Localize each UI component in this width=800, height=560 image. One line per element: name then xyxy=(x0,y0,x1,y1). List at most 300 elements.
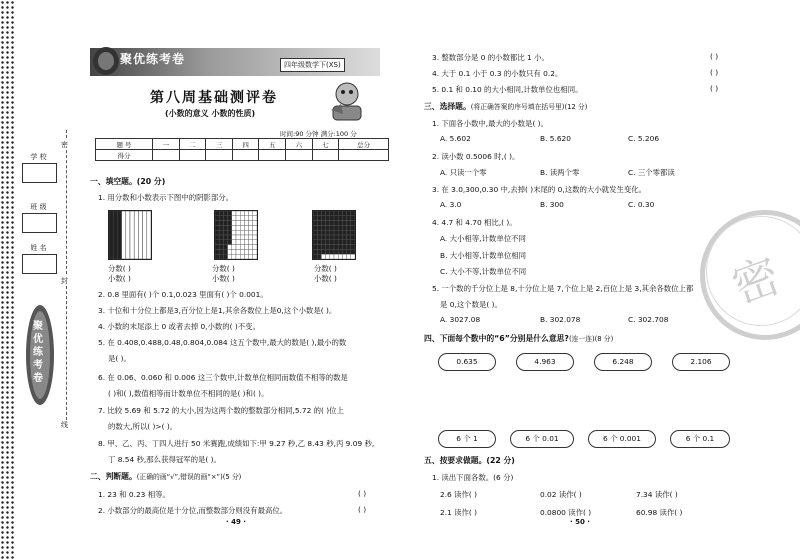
score-head-cell: 四 xyxy=(232,139,259,150)
fig2-cell xyxy=(249,221,253,226)
fig2-cell xyxy=(223,249,227,254)
score-head-cell: 六 xyxy=(286,139,313,150)
brand-logo-icon xyxy=(92,46,120,78)
fig3-cell xyxy=(351,249,355,254)
judge-3: 3. 整数部分是 0 的小数都比 1 小。 xyxy=(432,53,549,62)
fig3-cell xyxy=(342,211,346,216)
judge-4: 4. 大于 0.1 小于 0.3 的小数只有 0.2。 xyxy=(432,69,563,78)
fig2-cell xyxy=(244,240,248,245)
fig3-cell xyxy=(317,211,321,216)
fig3-cell xyxy=(326,230,330,235)
fig2-cell xyxy=(253,254,257,259)
fig2-cell xyxy=(236,235,240,240)
fig3-cell xyxy=(334,235,338,240)
read-60-98[interactable]: 60.98 读作( ) xyxy=(636,508,683,517)
judge-1-paren[interactable]: ( ) xyxy=(358,489,367,498)
score-header-row xyxy=(96,139,389,150)
fig2-cell xyxy=(219,235,223,240)
fig3-cell xyxy=(338,225,342,230)
read-2-1[interactable]: 2.1 读作( ) xyxy=(440,508,478,517)
fig2-cell xyxy=(232,211,236,216)
fig3-cell xyxy=(313,216,317,221)
fig3-cell xyxy=(338,216,342,221)
section-2-heading xyxy=(90,471,241,482)
fig3-cell xyxy=(347,235,351,240)
choice-5-opt-c[interactable]: C. 302.708 xyxy=(628,315,669,324)
match-bottom-4[interactable]: 6 个 0.1 xyxy=(670,430,730,448)
fig2-cell xyxy=(240,225,244,230)
score-head-cell: 七 xyxy=(312,139,339,150)
fig2-cell xyxy=(244,211,248,216)
match-bottom-3[interactable]: 6 个 0.001 xyxy=(588,430,656,448)
fig3-cell xyxy=(338,240,342,245)
choice-1-opt-b[interactable]: B. 5.620 xyxy=(540,134,571,143)
fig3-cell xyxy=(351,254,355,259)
fig2-cell xyxy=(219,230,223,235)
fig2-cell xyxy=(215,254,219,259)
secret-seal-char: 密 xyxy=(725,247,787,315)
read-0-02[interactable]: 0.02 读作( ) xyxy=(540,490,582,499)
fig3-cell xyxy=(347,254,351,259)
fig3-cell xyxy=(334,225,338,230)
fig3-cell xyxy=(338,254,342,259)
fig2-cell xyxy=(249,216,253,221)
fig2-cell xyxy=(228,225,232,230)
fig3-cell xyxy=(347,211,351,216)
fig2-cell xyxy=(253,245,257,250)
question-1-5a: 5. 在 0.408,0.488,0.48,0.804,0.084 这五个数中,最大的数是( ),最小的数 xyxy=(98,338,347,347)
fig3-cell xyxy=(321,225,325,230)
judge-2-paren[interactable]: ( ) xyxy=(358,505,367,514)
score-row-label: 得分 xyxy=(96,150,153,161)
question-1-6a: 6. 在 0.06、0.060 和 0.006 这三个数中,计数单位相同而数值不相等的数是 xyxy=(98,373,348,382)
fig3-cell xyxy=(338,211,342,216)
fig3-fraction: 分数( ) xyxy=(314,264,337,273)
fig2-fraction: 分数( ) xyxy=(212,264,235,273)
figure-3-svg xyxy=(313,211,355,259)
binding-dot-strip xyxy=(0,0,15,560)
class-label: 班 级 xyxy=(30,203,47,211)
fig2-cell xyxy=(249,240,253,245)
fig3-cell xyxy=(330,254,334,259)
fig3-cell xyxy=(326,249,330,254)
section-4-title: 四、下面每个数中的“6”分别是什么意思? xyxy=(424,334,569,343)
fig3-cell xyxy=(313,249,317,254)
score-head-cell: 题 号 xyxy=(96,139,153,150)
score-cell[interactable] xyxy=(179,150,206,161)
judge-5: 5. 0.1 和 0.10 的大小相同,计数单位也相同。 xyxy=(432,85,583,94)
fig3-cell xyxy=(321,221,325,226)
judge-2: 2. 小数部分的最高位是十分位,而整数部分则没有最高位。 xyxy=(98,506,288,515)
grade-tag: 四年级数学下(XS) xyxy=(280,58,345,72)
fig2-cell xyxy=(223,221,227,226)
choice-4: 4. 4.7 和 4.70 相比,( )。 xyxy=(432,218,517,227)
fig3-cell xyxy=(313,254,317,259)
mascot-illustration xyxy=(327,80,367,122)
fig3-cell xyxy=(334,249,338,254)
fig2-cell xyxy=(236,216,240,221)
fig2-cell xyxy=(240,216,244,221)
fig3-cell xyxy=(338,249,342,254)
choice-5b: 是 0,这个数是( )。 xyxy=(440,300,502,309)
fig3-cell xyxy=(326,225,330,230)
fig2-cell xyxy=(249,225,253,230)
fig2-cell xyxy=(219,249,223,254)
fig2-cell xyxy=(223,230,227,235)
fig2-cell xyxy=(228,230,232,235)
fig1-strip xyxy=(138,211,142,259)
fig3-cell xyxy=(317,235,321,240)
question-1-3: 3. 十位和十分位上都是3,百分位上是1,其余各数位上是0,这个小数是( )。 xyxy=(98,306,337,315)
score-cell[interactable] xyxy=(286,150,313,161)
fig2-cell xyxy=(236,211,240,216)
vertical-brand-badge xyxy=(20,300,60,410)
fig3-cell xyxy=(347,240,351,245)
fig2-cell xyxy=(253,235,257,240)
fig1-strip xyxy=(113,211,117,259)
fig3-cell xyxy=(351,240,355,245)
fig3-cell xyxy=(338,235,342,240)
fig3-cell xyxy=(326,254,330,259)
fig3-cell xyxy=(342,230,346,235)
fig2-cell xyxy=(240,211,244,216)
fig3-cell xyxy=(313,245,317,250)
choice-3-opt-b[interactable]: B. 300 xyxy=(540,200,564,209)
name-field[interactable] xyxy=(22,254,57,274)
choice-5-opt-a[interactable]: A. 3027.08 xyxy=(440,315,481,324)
fig2-cell xyxy=(253,216,257,221)
fig2-cell xyxy=(253,221,257,226)
fig3-cell xyxy=(342,249,346,254)
fig3-cell xyxy=(321,245,325,250)
fig3-cell xyxy=(351,235,355,240)
figure-1-svg xyxy=(109,211,151,259)
fig2-cell xyxy=(219,245,223,250)
fig2-cell xyxy=(236,249,240,254)
fig3-cell xyxy=(334,221,338,226)
fig3-cell xyxy=(326,221,330,226)
fig2-cell xyxy=(215,245,219,250)
fig3-cell xyxy=(347,225,351,230)
fig3-cell xyxy=(326,245,330,250)
section-3-note: (将正确答案的序号填在括号里)(12 分) xyxy=(470,103,588,111)
fig2-cell xyxy=(232,221,236,226)
fig2-cell xyxy=(236,254,240,259)
question-1-7b: 的数大,所以( )>( )。 xyxy=(108,422,178,431)
section-4-heading xyxy=(424,333,613,344)
score-cell[interactable] xyxy=(153,150,180,161)
judge-5-paren[interactable]: ( ) xyxy=(710,84,719,93)
question-1-2: 2. 0.8 里面有( )个 0.1,0.023 里面有( )个 0.001。 xyxy=(98,290,268,299)
fig2-cell xyxy=(244,225,248,230)
fig3-cell xyxy=(330,216,334,221)
score-cell[interactable] xyxy=(259,150,286,161)
fig2-cell xyxy=(253,230,257,235)
fig2-cell xyxy=(249,235,253,240)
fig3-cell xyxy=(330,240,334,245)
fig2-cell xyxy=(253,211,257,216)
seal-word-feng: 封 xyxy=(61,277,68,285)
score-cell[interactable] xyxy=(312,150,339,161)
fig2-cell xyxy=(228,240,232,245)
question-1-7a: 7. 比较 5.69 和 5.72 的大小,因为这两个数的整数部分相同,5.72 的( )位上 xyxy=(98,406,344,415)
fig2-cell xyxy=(223,235,227,240)
score-value-row xyxy=(96,150,389,161)
read-7-34[interactable]: 7.34 读作( ) xyxy=(636,490,678,499)
school-field[interactable] xyxy=(22,163,57,183)
fig3-cell xyxy=(317,216,321,221)
fig3-cell xyxy=(317,254,321,259)
fig2-cell xyxy=(228,245,232,250)
fig1-strip xyxy=(122,211,126,259)
question-1-4: 4. 小数的末尾添上 0 或者去掉 0,小数的( )不变。 xyxy=(98,322,260,331)
fig3-cell xyxy=(317,230,321,235)
choice-1-opt-a[interactable]: A. 5.602 xyxy=(440,134,471,143)
choice-5a: 5. 一个数的千分位上是 8,十分位上是 7,个位上是 2,百位上是 3,其余各数位上都 xyxy=(432,284,694,293)
fig2-cell xyxy=(244,216,248,221)
fig1-strip xyxy=(130,211,134,259)
match-bottom-2[interactable]: 6 个 0.01 xyxy=(510,430,574,448)
fig1-strip xyxy=(109,211,113,259)
seal-word-xian: 线 xyxy=(61,421,68,429)
fig2-cell xyxy=(244,254,248,259)
fig2-cell xyxy=(215,230,219,235)
fig3-cell xyxy=(342,254,346,259)
score-cell[interactable] xyxy=(232,150,259,161)
fig2-cell xyxy=(244,221,248,226)
choice-4-opt-b[interactable]: B. 大小相等,计数单位相同 xyxy=(440,251,527,260)
section-1-heading: 一、填空题。(20 分) xyxy=(90,177,166,186)
fig3-cell xyxy=(351,216,355,221)
fig3-cell xyxy=(334,254,338,259)
choice-1-opt-c[interactable]: C. 5.206 xyxy=(628,134,660,143)
section-3-heading xyxy=(424,101,587,112)
fig3-cell xyxy=(334,216,338,221)
score-cell[interactable] xyxy=(339,150,389,161)
fig2-cell xyxy=(232,216,236,221)
fig3-cell xyxy=(321,230,325,235)
shading-figure-3 xyxy=(312,210,356,260)
read-question-1: 1. 读出下面各数。(6 分) xyxy=(432,473,514,482)
judge-1: 1. 23 和 0.23 相等。 xyxy=(98,490,170,499)
fig2-cell xyxy=(228,211,232,216)
fig3-cell xyxy=(342,235,346,240)
page-title: 第八周基础测评卷 xyxy=(150,90,278,106)
fig3-cell xyxy=(330,211,334,216)
fig3-cell xyxy=(342,225,346,230)
choice-3-opt-c[interactable]: C. 0.30 xyxy=(628,200,655,209)
fig3-cell xyxy=(347,245,351,250)
shading-figure-2 xyxy=(214,210,258,260)
match-bottom-1[interactable]: 6 个 1 xyxy=(438,430,496,448)
fig3-cell xyxy=(326,211,330,216)
fig1-strip xyxy=(134,211,138,259)
fig2-cell xyxy=(232,254,236,259)
fig2-cell xyxy=(249,254,253,259)
fig2-cell xyxy=(232,235,236,240)
fig2-cell xyxy=(219,216,223,221)
fig2-cell xyxy=(228,221,232,226)
read-0-0800[interactable]: 0.0800 读作( ) xyxy=(540,508,592,517)
fig2-cell xyxy=(232,230,236,235)
fig3-cell xyxy=(313,221,317,226)
question-1-5b: 是( )。 xyxy=(108,354,131,363)
fig3-cell xyxy=(321,235,325,240)
fig1-fraction: 分数( ) xyxy=(108,264,131,273)
match-top-1[interactable]: 0.635 xyxy=(438,353,496,371)
section-2-title: 二、判断题。 xyxy=(90,472,137,481)
fig2-cell xyxy=(223,254,227,259)
fig2-cell xyxy=(228,235,232,240)
fig3-cell xyxy=(338,221,342,226)
fig2-cell xyxy=(223,216,227,221)
fig2-cell xyxy=(223,225,227,230)
fig3-cell xyxy=(347,216,351,221)
choice-2: 2. 读小数 0.5006 时,( )。 xyxy=(432,152,520,161)
choice-4-opt-a[interactable]: A. 大小相等,计数单位不同 xyxy=(440,234,526,243)
fig2-cell xyxy=(215,221,219,226)
fig3-cell xyxy=(321,211,325,216)
vertical-brand-text: 聚优练考卷 xyxy=(33,321,43,384)
fig3-cell xyxy=(334,230,338,235)
fig3-cell xyxy=(313,225,317,230)
fig3-cell xyxy=(351,211,355,216)
fig2-cell xyxy=(219,225,223,230)
fig3-cell xyxy=(351,230,355,235)
fig1-strip xyxy=(117,211,121,259)
page-number-left: · 49 · xyxy=(226,518,246,526)
page-subtitle: (小数的意义 小数的性质) xyxy=(165,109,256,118)
judge-4-paren[interactable]: ( ) xyxy=(710,68,719,77)
fig2-cell xyxy=(215,216,219,221)
fig3-cell xyxy=(313,230,317,235)
fig2-cell xyxy=(236,225,240,230)
fig2-cell xyxy=(223,245,227,250)
fig3-decimal: 小数( ) xyxy=(314,274,337,283)
match-top-3[interactable]: 6.248 xyxy=(594,353,652,371)
fig3-cell xyxy=(330,249,334,254)
fig3-cell xyxy=(347,221,351,226)
match-top-2[interactable]: 4.963 xyxy=(516,353,574,371)
fig2-cell xyxy=(236,245,240,250)
fig2-cell xyxy=(249,245,253,250)
fig2-cell xyxy=(215,211,219,216)
fig2-cell xyxy=(219,240,223,245)
fig3-cell xyxy=(317,221,321,226)
score-cell[interactable] xyxy=(206,150,233,161)
fig3-cell xyxy=(342,216,346,221)
fig3-cell xyxy=(342,245,346,250)
fig3-cell xyxy=(313,235,317,240)
fig2-cell xyxy=(232,225,236,230)
choice-3: 3. 在 3.0,300,0.30 中,去掉( )末尾的 0,这数的大小就发生变化。 xyxy=(432,185,647,194)
fig2-cell xyxy=(240,230,244,235)
fig2-cell xyxy=(240,249,244,254)
fig2-cell xyxy=(249,211,253,216)
fig1-strip xyxy=(143,211,147,259)
fig3-cell xyxy=(342,240,346,245)
fig3-cell xyxy=(330,230,334,235)
fig3-cell xyxy=(313,240,317,245)
fig3-cell xyxy=(321,216,325,221)
choice-2-opt-b[interactable]: B. 读两个零 xyxy=(540,168,580,177)
read-2-6[interactable]: 2.6 读作( ) xyxy=(440,490,478,499)
fig2-cell xyxy=(223,240,227,245)
fig2-cell xyxy=(232,245,236,250)
school-label: 学 校 xyxy=(30,153,47,161)
fig2-cell xyxy=(228,249,232,254)
fig2-cell xyxy=(228,216,232,221)
match-top-4[interactable]: 2.106 xyxy=(672,353,730,371)
choice-3-opt-a[interactable]: A. 3.0 xyxy=(440,200,462,209)
fig2-cell xyxy=(236,240,240,245)
fig2-cell xyxy=(215,249,219,254)
fig3-cell xyxy=(313,211,317,216)
fig3-cell xyxy=(347,249,351,254)
question-1-6b: ( )和( ),数值相等而计数单位不相同的是( )和( )。 xyxy=(108,389,269,398)
section-5-heading: 五、按要求做题。(22 分) xyxy=(424,456,515,465)
fig1-strip xyxy=(126,211,130,259)
choice-2-opt-a[interactable]: A. 只读一个零 xyxy=(440,168,487,177)
judge-3-paren[interactable]: ( ) xyxy=(710,52,719,61)
fig2-cell xyxy=(240,235,244,240)
score-head-cell: 五 xyxy=(259,139,286,150)
fig3-cell xyxy=(351,221,355,226)
fig2-cell xyxy=(249,230,253,235)
fig2-cell xyxy=(215,225,219,230)
time-info: 时间:90 分钟 满分:100 分 xyxy=(280,130,357,138)
fig2-cell xyxy=(253,240,257,245)
fig2-cell xyxy=(253,225,257,230)
choice-4-opt-c[interactable]: C. 大小不等,计数单位不同 xyxy=(440,267,527,276)
class-field[interactable] xyxy=(22,213,57,233)
fig2-cell xyxy=(219,221,223,226)
fig3-cell xyxy=(317,240,321,245)
score-head-cell: 一 xyxy=(153,139,180,150)
fig3-cell xyxy=(342,221,346,226)
fig3-cell xyxy=(338,245,342,250)
fig3-cell xyxy=(330,221,334,226)
choice-5-opt-b[interactable]: B. 302.078 xyxy=(540,315,581,324)
fig3-cell xyxy=(317,249,321,254)
fig3-cell xyxy=(334,245,338,250)
fig1-strip xyxy=(147,211,151,259)
score-head-cell: 总分 xyxy=(339,139,389,150)
question-1-1: 1. 用分数和小数表示下图中的阴影部分。 xyxy=(98,193,234,202)
section-3-title: 三、选择题。 xyxy=(424,102,471,111)
fig3-cell xyxy=(334,211,338,216)
question-1-8a: 8. 甲、乙、丙、丁四人进行 50 米赛跑,成绩如下:甲 9.27 秒,乙 8.43 秒,丙 9.09 秒, xyxy=(98,439,375,448)
fig2-cell xyxy=(215,240,219,245)
fig2-cell xyxy=(232,240,236,245)
fig3-cell xyxy=(317,245,321,250)
name-label: 姓 名 xyxy=(30,244,47,252)
score-table xyxy=(95,138,389,161)
score-head-cell: 二 xyxy=(179,139,206,150)
fig2-cell xyxy=(240,254,244,259)
page-number-right: · 50 · xyxy=(570,518,590,526)
fig3-cell xyxy=(347,230,351,235)
choice-2-opt-c[interactable]: C. 三个零都读 xyxy=(628,168,675,177)
fig3-cell xyxy=(330,235,334,240)
fig3-cell xyxy=(330,225,334,230)
fig3-cell xyxy=(321,249,325,254)
fig2-decimal: 小数( ) xyxy=(212,274,235,283)
fig2-cell xyxy=(236,221,240,226)
fig2-cell xyxy=(253,249,257,254)
fig2-cell xyxy=(244,235,248,240)
section-4-note: (连一连)(8 分) xyxy=(568,335,614,343)
